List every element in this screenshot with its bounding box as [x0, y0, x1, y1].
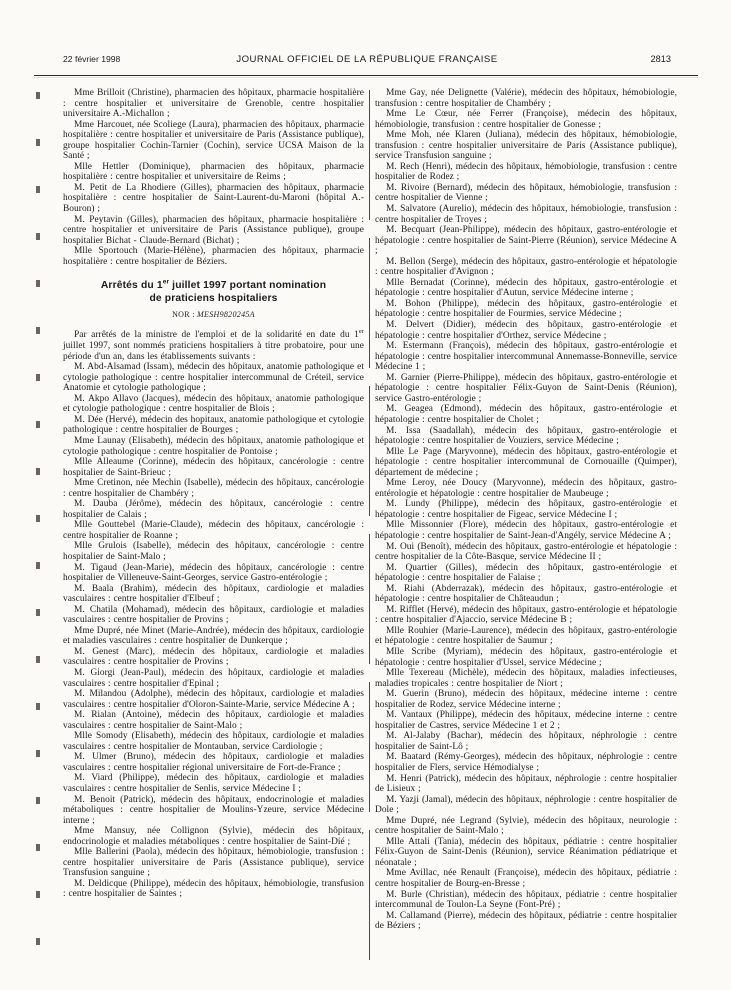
entry-paragraph: Mlle Hettler (Dominique), pharmacien des hôpitaux, pharmacie hospitalière : centre hospitalier et universitaire de Reims ; — [63, 161, 364, 183]
entry-paragraph: M. Peytavin (Gilles), pharmacien des hôpitaux, pharmacie hospitalière : centre hospitalier et universitaire de Paris (Assistance publique), groupe hospitalier Bichat - Claude-Bernard (Bichat) ; — [63, 214, 364, 246]
intro-suffix: juillet 1997, sont nommés praticiens hospitaliers à titre probatoire, pour une période d'un an, dans les établissements suivants : — [63, 341, 364, 362]
intro-superscript: er — [358, 328, 364, 336]
entry-paragraph: Mlle Grulois (Isabelle), médecin des hôpitaux, cancérologie : centre hospitalier de Saint-Malo ; — [63, 541, 364, 562]
entry-paragraph: M. Akpo Allavo (Jacques), médecin des hôpitaux, anatomie pathologique et cytologie pathologique : centre hospitalier de Blois ; — [63, 393, 364, 415]
entry-paragraph: M. Al-Jalaby (Bachar), médecin des hôpitaux, néphrologie : centre hospitalier de Saint-Lô ; — [375, 731, 677, 752]
entry-paragraph: Mlle Rouhier (Marie-Laurence), médecin des hôpitaux, gastro-entérologie et hépatologie : centre hospitalier de Saumur ; — [375, 625, 677, 647]
right-column — [375, 88, 677, 932]
entry-paragraph: Mlle Gouttebel (Marie-Claude), médecin des hôpitaux, cancérologie : centre hospitalier de Roanne ; — [63, 520, 364, 541]
entry-paragraph: M. Benoit (Patrick), médecin des hôpitaux, endocrinologie et maladies métaboliques : centre hospitalier de Moulins-Yzeure, service Médecine interne ; — [63, 794, 364, 826]
header-page-number: 2813 — [650, 54, 671, 64]
entry-paragraph: Mme Leroy, née Doucy (Maryvonne), médecin des hôpitaux, gastro-entérologie et hépatologie : centre hospitalier de Maubeuge ; — [375, 478, 677, 499]
entry-paragraph: M. Milandou (Adolphe), médecin des hôpitaux, cardiologie et maladies vasculaires : centre hospitalier d'Oloron-Sainte-Marie, service Médecine A ; — [63, 689, 364, 710]
nor-reference — [63, 310, 364, 319]
entry-paragraph: Mme Gay, née Delignette (Valérie), médecin des hôpitaux, hémobiologie, transfusion : centre hospitalier de Chambéry ; — [375, 88, 677, 109]
entry-paragraph: M. Oui (Benoît), médecin des hôpitaux, gastro-entérologie et hépatologie : centre hospitalier de la Côte-Basque, service Médecine II ; — [375, 541, 677, 563]
entry-paragraph: Mme Avillac, née Renault (Françoise), médecin des hôpitaux, pédiatrie : centre hospitalier de Bourg-en-Bresse ; — [375, 868, 677, 890]
entry-paragraph: Mme Dupré, née Legrand (Sylvie), médecin des hôpitaux, neurologie : centre hospitalier de Saint-Malo ; — [375, 815, 677, 837]
entry-paragraph: M. Dée (Hervé), médecin des hopitaux, anatomie pathologique et cytologie pathologique : centre hospitalier de Bourges ; — [63, 414, 364, 436]
practitioner-entries-left — [63, 362, 364, 900]
entry-paragraph: M. Rivoire (Bernard), médecin des hôpitaux, hémobiologie, transfusion : centre hospitalier de Vienne ; — [375, 182, 677, 204]
entry-paragraph: Mme Launay (Elisabeth), médecin des hôpitaux, anatomie pathologique et cytologie pathologique : centre hospitalier de Pontoise ; — [63, 435, 364, 457]
section-heading — [69, 280, 358, 305]
entry-paragraph: Mlle Texereau (Michèle), médecin des hôpitaux, maladies infectieuses, maladies tropicales : centre hospitalier de Niort ; — [375, 668, 677, 689]
intro-paragraph — [63, 330, 364, 362]
intro-prefix: Par arrêtés de la ministre de l'emploi et de la solidarité en date du 1 — [74, 330, 359, 341]
entry-paragraph: M. Viard (Philippe), médecin des hôpitaux, cardiologie et maladies vasculaires : centre hospitalier de Senlis, service Médecine I ; — [63, 773, 364, 794]
entry-paragraph: M. Ulmer (Bruno), médecin des hôpitaux, cardiologie et maladies vasculaires : centre hospitalier régional universitaire de Fort-de-France ; — [63, 752, 364, 773]
entry-paragraph: Mlle Somody (Elisabeth), médecin des hôpitaux, cardiologie et maladies vasculaires : centre hospitalier de Montauban, service Cardiologie ; — [63, 731, 364, 752]
entry-paragraph: M. Garnier (Pierre-Philippe), médecin des hôpitaux, gastro-entérologie et hépatologie : centre hospitalier Félix-Guyon de Saint-Denis (Réunion), service Gastro-entérologie ; — [375, 372, 677, 404]
entry-paragraph: M. Callamand (Pierre), médecin des hôpitaux, pédiatrie : centre hospitalier de Béziers ; — [375, 910, 677, 932]
entry-paragraph: M. Deldicque (Philippe), médecin des hôpitaux, hémobiologie, transfusion : centre hospitalier de Saintes ; — [63, 878, 364, 900]
entry-paragraph: M. Becquart (Jean-Philippe), médecin des hôpitaux, gastro-entérologie et hépatologie : centre hospitalier de Saint-Pierre (Réunion), service Médecine A ; — [375, 225, 677, 257]
entry-paragraph: Mlle Missonnier (Flore), médecin des hôpitaux, gastro-entérologie et hépatologie : centre hospitalier de Saint-Jean-d'Angély, service Médecine A ; — [375, 520, 677, 541]
entry-paragraph: M. Issa (Saadallah), médecin des hôpitaux, gastro-entérologie et hépatologie : centre hospitalier de Vouziers, service Médecine ; — [375, 425, 677, 447]
entry-paragraph: M. Rialan (Antoine), médecin des hôpitaux, cardiologie et maladies vasculaires : centre hospitalier de Saint-Malo ; — [63, 710, 364, 731]
entry-paragraph: M. Dauba (Jérôme), médecin des hôpitaux, cancérologie : centre hospitalier de Calais ; — [63, 499, 364, 520]
entry-paragraph: Mme Le Cœur, née Ferrer (Françoise), médecin des hôpitaux, hémobiologie, transfusion : centre hospitalier de Gonesse ; — [375, 109, 677, 130]
entry-paragraph: Mlle Bernadat (Corinne), médecin des hôpitaux, gastro-entérologie et hépatologie : centre hospitalier d'Autun, service Médecine interne ; — [375, 277, 677, 299]
entry-paragraph: Mlle Scribe (Myriam), médecin des hôpitaux, gastro-entérologie et hépatologie : centre hospitalier d'Ussel, service Médecine ; — [375, 646, 677, 668]
entry-paragraph: Mme Harcouet, née Scoliege (Laura), pharmacien des hôpitaux, pharmacie hospitalière : centre hospitalier et universitaire de Paris (Assistance publique), groupe hospitalier Cochin-Tarnier (Cochin), service UCSA Maison de la Santé ; — [63, 119, 364, 162]
text-columns — [63, 88, 677, 932]
entry-paragraph: M. Riahi (Abderrazak), médecin des hôpitaux, gastro-entérologie et hépatologie : centre hospitalier de Châteaudun ; — [375, 583, 677, 605]
heading-superscript: er — [162, 278, 170, 286]
nor-label: NOR : — [172, 310, 195, 320]
nor-value: MESH9820245A — [197, 310, 255, 320]
entry-paragraph: Mlle Alleaume (Corinne), médecin des hôpitaux, cancérologie : centre hospitalier de Saint-Brieuc ; — [63, 457, 364, 478]
entry-paragraph: M. Yazji (Jamal), médecin des hôpitaux, néphrologie : centre hospitalier de Dole ; — [375, 794, 677, 816]
heading-line2: de praticiens hospitaliers — [149, 292, 278, 304]
entry-paragraph: Mme Cretinon, née Mechin (Isabelle), médecin des hôpitaux, cancérologie : centre hospitalier de Chambéry ; — [63, 478, 364, 499]
entry-paragraph: M. Guerin (Bruno), médecin des hôpitaux, médecine interne : centre hospitalier de Rodez, service Médecine interne ; — [375, 689, 677, 710]
entry-paragraph: M. Bohon (Philippe), médecin des hôpitaux, gastro-entérologie et hépatologie : centre hospitalier de Fourmies, service Médecine ; — [375, 298, 677, 320]
entry-paragraph: M. Henri (Patrick), médecin des hôpitaux, néphrologie : centre hospitalier de Lisieux ; — [375, 773, 677, 795]
pharmacist-entries — [63, 88, 364, 267]
entry-paragraph: M. Bellon (Serge), médecin des hôpitaux, gastro-entérologie et hépatologie : centre hospitalier d'Avignon ; — [375, 256, 677, 278]
entry-paragraph: M. Vantaux (Philippe), médecin des hôpitaux, médecine interne : centre hospitalier de Castres, service Médecine 1 et 2 ; — [375, 710, 677, 731]
entry-paragraph: M. Quartier (Gilles), médecin des hôpitaux, gastro-entérologie et hépatologie : centre hospitalier de Falaise ; — [375, 562, 677, 584]
journal-title: JOURNAL OFFICIEL DE LA RÉPUBLIQUE FRANÇAISE — [236, 54, 498, 65]
entry-paragraph: M. Chatila (Mohamad), médecin des hôpitaux, cardiologie et maladies vasculaires : centre hospitalier de Provins ; — [63, 604, 364, 626]
entry-paragraph: M. Delvert (Didier), médecin des hôpitaux, gastro-entérologie et hépatologie : centre hospitalier d'Orthez, service Médecine ; — [375, 320, 677, 341]
entry-paragraph: Mlle Attali (Tania), médecin des hôpitaux, pédiatrie : centre hospitalier Félix-Guyon de Saint-Denis (Réunion), service Réanimation pédiatrique et néonatale ; — [375, 836, 677, 868]
entry-paragraph: Mme Moh, née Klaren (Juliana), médecin des hôpitaux, hémobiologie, transfusion : centre hospitalier universitaire de Paris (Assistance publique), service Transfusion sanguine ; — [375, 130, 677, 162]
practitioner-entries-right — [375, 88, 677, 932]
header-rule — [34, 75, 698, 76]
entry-paragraph: M. Rech (Henri), médecin des hôpitaux, hémobiologie, transfusion : centre hospitalier de Rodez ; — [375, 161, 677, 183]
entry-paragraph: Mlle Le Page (Maryvonne), médecin des hôpitaux, gastro-entérologie et hépatologie : centre hospitalier intercommunal de Cornouaille (Quimper), département de médecine ; — [375, 446, 677, 478]
entry-paragraph: M. Genest (Marc), médecin des hôpitaux, cardiologie et maladies vasculaires : centre hospitalier de Provins ; — [63, 646, 364, 668]
left-column — [63, 88, 364, 932]
entry-paragraph: M. Burle (Christian), médecin des hôpitaux, pédiatrie : centre hospitalier intercommunal de Toulon-La Seyne (Font-Pré) ; — [375, 889, 677, 911]
entry-paragraph: M. Salvatore (Aurelio), médecin des hôpitaux, hémobiologie, transfusion : centre hospitalier de Troyes ; — [375, 204, 677, 225]
entry-paragraph: M. Tigaud (Jean-Marie), médecin des hôpitaux, cancérologie : centre hospitalier de Villeneuve-Saint-Georges, service Gastro-entérologie ; — [63, 562, 364, 584]
entry-paragraph: M. Rifflet (Hervé), médecin des hôpitaux, gastro-entérologie et hépatologie : centre hospitalier d'Ajaccio, service Médecine B ; — [375, 604, 677, 626]
entry-paragraph: M. Baala (Brahim), médecin des hôpitaux, cardiologie et maladies vasculaires : centre hospitalier d'Elbeuf ; — [63, 583, 364, 605]
scan-binding-marks — [36, 92, 40, 948]
heading-line1-prefix: Arrêtés du 1 — [100, 280, 163, 292]
entry-paragraph: Mme Mansuy, née Collignon (Sylvie), médecin des hôpitaux, endocrinologie et maladies métaboliques : centre hospitalier de Saint-Dié ; — [63, 826, 364, 847]
entry-paragraph: M. Baatard (Rémy-Georges), médecin des hôpitaux, néphrologie : centre hospitalier de Flers, service Hémodialyse ; — [375, 752, 677, 773]
entry-paragraph: Mme Dupré, née Minet (Marie-Andrée), médecin des hôpitaux, cardiologie et maladies vasculaires : centre hospitalier de Dunkerque ; — [63, 625, 364, 647]
entry-paragraph: M. Abd-Alsamad (Issam), médecin des hôpitaux, anatomie pathologique et cytologie pathologique : centre hospitalier intercommunal de Créteil, service Anatomie et cytologie pathologique ; — [63, 362, 364, 394]
entry-paragraph: Mme Brilloit (Christine), pharmacien des hôpitaux, pharmacie hospitalière : centre hospitalier et universitaire de Grenoble, centre hospitalier universitaire A.-Michallon ; — [63, 88, 364, 120]
entry-paragraph: M. Petit de La Rhodiere (Gilles), pharmacien des hôpitaux, pharmacie hospitalière : centre hospitalier de Saint-Laurent-du-Maroni (hôpital A.-Bouron) ; — [63, 182, 364, 215]
entry-paragraph: M. Estermann (François), médecin des hôpitaux, gastro-entérologie et hépatologie : centre hospitalier intercommunal Annemasse-Bonneville, service Médecine 1 ; — [375, 341, 677, 373]
heading-line1-suffix: juillet 1997 portant nomination — [169, 280, 327, 292]
page-header — [63, 54, 671, 65]
entry-paragraph: Mlle Ballerini (Paola), médecin des hôpitaux, hémobiologie, transfusion : centre hospitalier universitaire de Paris (Assistance publique), service Transfusion sanguine ; — [63, 847, 364, 879]
entry-paragraph: M. Giorgi (Jean-Paul), médecin des hôpitaux, cardiologie et maladies vasculaires : centre hospitalier d'Epinal ; — [63, 667, 364, 689]
entry-paragraph: Mlle Sportouch (Marie-Hélène), pharmacien des hôpitaux, pharmacie hospitalière : centre hospitalier de Béziers. — [63, 246, 364, 267]
entry-paragraph: M. Geagea (Edmond), médecin des hôpitaux, gastro-entérologie et hépatologie : centre hospitalier de Cholet ; — [375, 404, 677, 425]
entry-paragraph: M. Lundy (Philippe), médecin des hôpitaux, gastro-entérologie et hépatologie : centre hospitalier de Figeac, service Médecine I ; — [375, 499, 677, 520]
header-date: 22 février 1998 — [63, 54, 121, 64]
